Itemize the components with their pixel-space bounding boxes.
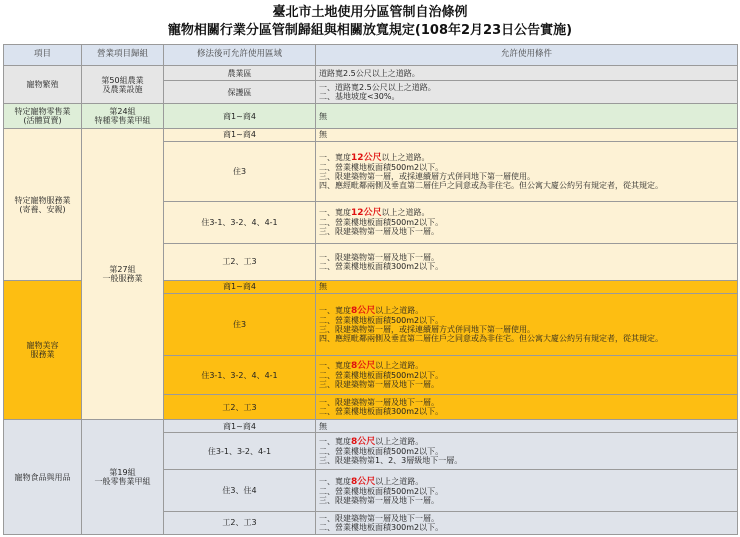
item-cell [4, 104, 82, 129]
condition-cell [316, 432, 738, 469]
item-line: 寵物美容 [26, 341, 59, 351]
table-row [4, 129, 738, 141]
zone-cell: 保護區 [164, 81, 316, 104]
condition-cell: 道路寬2.5公尺以上之道路。 [316, 65, 738, 81]
group-cell [82, 420, 164, 535]
regulation-table [3, 44, 738, 535]
condition-line: 二、營業樓地板面積300m2以下。 [319, 407, 444, 417]
zone-cell: 住3 [164, 293, 316, 355]
condition-cell: 無 [316, 420, 738, 432]
condition-line: 一、道路寬2.5公尺以上之道路。 [319, 83, 436, 93]
condition-cell: 無 [316, 281, 738, 293]
item-line: 特定寵物零售業 [14, 107, 71, 117]
road-width-highlight: 8公尺 [351, 437, 376, 448]
title-line-2: 寵物相關行業分區管制歸組與相關放寬規定(108年2月23日公告實施) [167, 23, 573, 38]
zone-cell: 工2、工3 [164, 243, 316, 280]
condition-text: 一、寬度 [319, 208, 351, 218]
road-width-highlight: 8公尺 [351, 305, 376, 316]
zone-cell: 住3 [164, 141, 316, 201]
zone-cell: 農業區 [164, 65, 316, 81]
condition-line [319, 208, 734, 218]
group-cell [82, 129, 164, 420]
group-line: 第19組 [109, 468, 136, 478]
condition-line [319, 153, 734, 163]
group-line: 一般零售業甲組 [94, 477, 151, 487]
condition-text: 以上之道路。 [375, 361, 424, 371]
condition-cell [316, 395, 738, 420]
group-line: 一般服務業 [102, 274, 143, 284]
condition-line: 四、應經毗鄰兩側及垂直第二層住戶之同意或為非住宅。但公寓大廈公約另有規定者，從其規定。 [319, 333, 663, 343]
condition-line: 二、營業樓地板面積300m2以下。 [319, 522, 444, 532]
title-line-1: 臺北市土地使用分區管制自治條例 [272, 5, 468, 20]
item-cell: 寵物繁殖 [4, 65, 82, 103]
condition-text: 一、寬度 [319, 437, 351, 447]
table-row [4, 104, 738, 129]
header-group: 營業項目歸組 [82, 45, 164, 66]
condition-line: 三、限建築物第一層及地下一層。 [319, 227, 439, 237]
item-cell: 寵物食品與用品 [4, 420, 82, 535]
zone-cell: 住3、住4 [164, 470, 316, 512]
condition-text: 一、寬度 [319, 152, 351, 162]
zone-cell: 商1~商4 [164, 281, 316, 293]
zone-cell: 住3-1、3-2、4、4-1 [164, 355, 316, 395]
condition-line [319, 306, 734, 316]
condition-line: 二、營業樓地板面積500m2以下。 [319, 371, 444, 381]
group-cell [82, 104, 164, 129]
condition-line: 二、營業樓地板面積500m2以下。 [319, 162, 444, 172]
item-cell [4, 281, 82, 420]
header-conditions: 允許使用條件 [316, 45, 738, 66]
group-cell [82, 65, 164, 103]
condition-cell [316, 470, 738, 512]
condition-text: 以上之道路。 [375, 437, 424, 447]
condition-cell [316, 355, 738, 395]
group-line: 及農業設施 [102, 84, 143, 94]
zone-cell: 工2、工3 [164, 511, 316, 534]
condition-line [319, 477, 734, 487]
table-row [4, 65, 738, 81]
condition-line [319, 361, 734, 371]
condition-cell: 無 [316, 104, 738, 129]
road-width-highlight: 8公尺 [351, 361, 376, 372]
condition-text: 以上之道路。 [381, 208, 430, 218]
condition-text: 一、寬度 [319, 476, 351, 486]
condition-line: 一、限建築物第一層及地下一層。 [319, 398, 439, 408]
condition-line: 二、營業樓地板面積500m2以下。 [319, 218, 444, 228]
condition-cell [316, 511, 738, 534]
item-line: 特定寵物服務業 [14, 195, 71, 205]
condition-cell [316, 141, 738, 201]
zone-cell: 商1~商4 [164, 420, 316, 432]
condition-cell [316, 202, 738, 244]
road-width-highlight: 12公尺 [351, 208, 382, 219]
item-line: (寄養、安親) [19, 204, 66, 214]
table-row [4, 420, 738, 432]
condition-line: 一、限建築物第一層及地下一層。 [319, 252, 439, 262]
header-zone: 修法後可允許使用區域 [164, 45, 316, 66]
zone-cell: 商1~商4 [164, 104, 316, 129]
condition-cell: 無 [316, 129, 738, 141]
group-line: 第50組農業 [101, 75, 144, 85]
condition-cell [316, 243, 738, 280]
group-line: 第24組 [109, 107, 136, 117]
item-cell [4, 129, 82, 281]
condition-line [319, 437, 734, 447]
condition-text: 以上之道路。 [381, 152, 430, 162]
condition-line: 二、營業樓地板面積500m2以下。 [319, 447, 444, 457]
zone-cell: 住3-1、3-2、4、4-1 [164, 202, 316, 244]
condition-text: 以上之道路。 [375, 305, 424, 315]
road-width-highlight: 12公尺 [351, 152, 382, 163]
condition-text: 一、寬度 [319, 361, 351, 371]
condition-line: 三、限建築物第一層及地下一層。 [319, 495, 439, 505]
item-line: 服務業 [30, 350, 55, 360]
condition-line: 二、營業樓地板面積300m2以下。 [319, 261, 444, 271]
condition-line: 二、營業樓地板面積500m2以下。 [319, 315, 444, 325]
condition-line: 三、限建築物第一層，或採連續層方式併同地下第一層使用。 [319, 171, 535, 181]
condition-line: 三、限建築物第1、2、3層級地下一層。 [319, 456, 463, 466]
header-item: 項目 [4, 45, 82, 66]
condition-cell [316, 293, 738, 355]
condition-line: 一、限建築物第一層及地下一層。 [319, 513, 439, 523]
condition-line: 三、限建築物第一層及地下一層。 [319, 380, 439, 390]
condition-text: 一、寬度 [319, 305, 351, 315]
zone-cell: 住3-1、3-2、4-1 [164, 432, 316, 469]
condition-line: 二、營業樓地板面積500m2以下。 [319, 486, 444, 496]
condition-cell [316, 81, 738, 104]
item-line: (活體買賣) [23, 116, 62, 126]
group-line: 特種零售業甲組 [94, 116, 151, 126]
header-row [4, 45, 738, 66]
zone-cell: 工2、工3 [164, 395, 316, 420]
condition-text: 以上之道路。 [375, 476, 424, 486]
condition-line: 三、限建築物第一層，或採連續層方式併同地下第一層使用。 [319, 324, 535, 334]
group-line: 第27組 [109, 265, 136, 275]
road-width-highlight: 8公尺 [351, 476, 376, 487]
condition-line: 二、基地坡度<30%。 [319, 92, 400, 102]
zone-cell: 商1~商4 [164, 129, 316, 141]
condition-line: 四、應經毗鄰兩側及垂直第二層住戶之同意或為非住宅。但公寓大廈公約另有規定者，從其規定。 [319, 180, 663, 190]
